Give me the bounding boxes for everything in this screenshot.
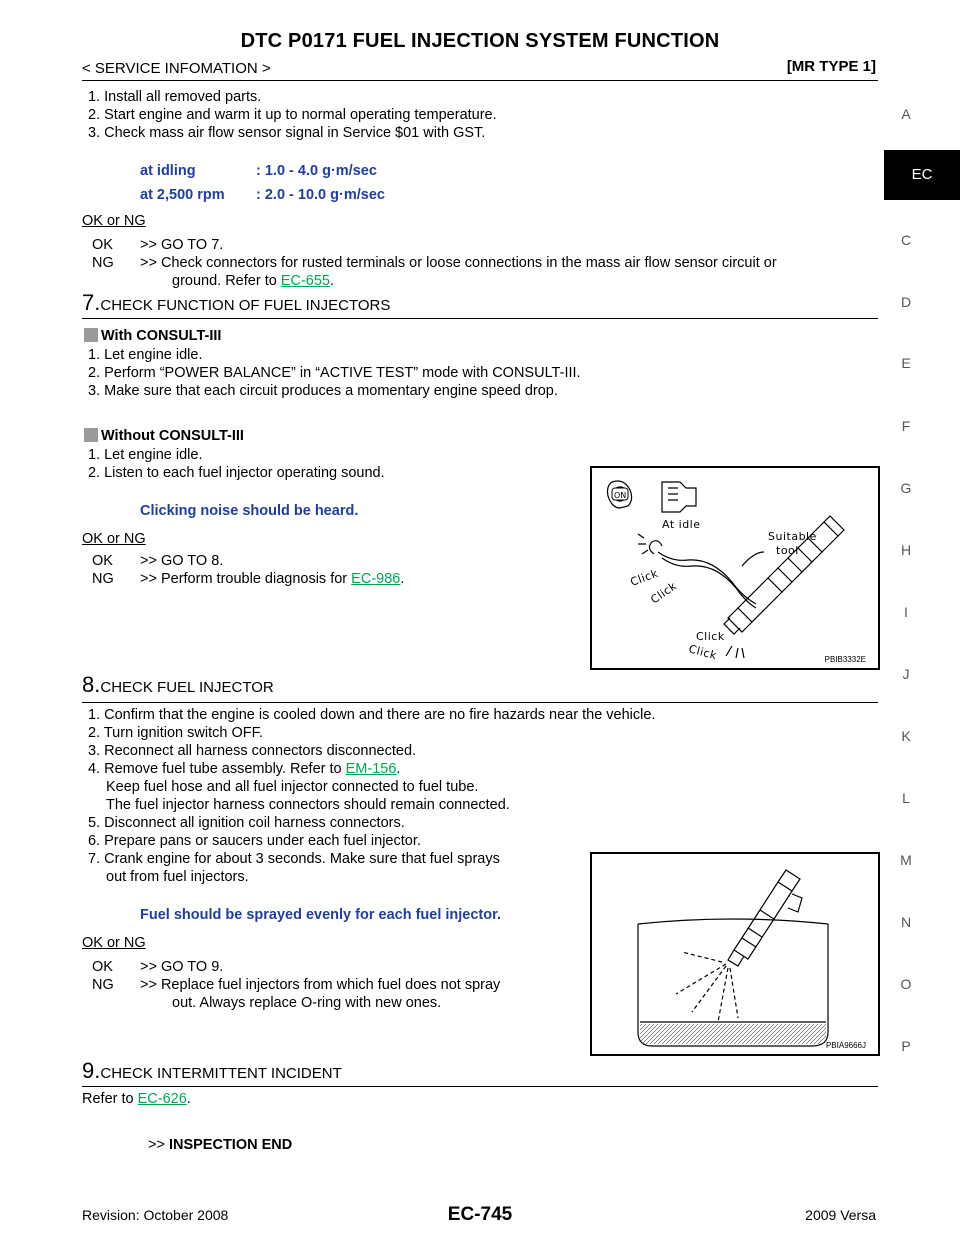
step8-line-7b: out from fuel injectors. (106, 869, 249, 885)
step7-divider (82, 318, 878, 319)
ng-label: NG (92, 255, 114, 271)
with-consult-label: With CONSULT-III (101, 328, 222, 344)
step9-divider (82, 1086, 878, 1087)
tab-letter-g[interactable]: G (900, 480, 912, 496)
step8-line-7: 7. Crank engine for about 3 seconds. Make sure that fuel sprays (88, 851, 500, 867)
step8-line-2: 2. Turn ignition switch OFF. (88, 725, 263, 741)
with-consult-icon (84, 328, 98, 342)
ok-text: >> GO TO 7. (140, 237, 224, 253)
step6-line-1: 1. Install all removed parts. (88, 89, 262, 105)
step8-number: 8. (82, 672, 101, 697)
fuel-spray-illustration (592, 854, 878, 1054)
clicking-spec: Clicking noise should be heard. (140, 503, 359, 519)
footer-page-number: EC-745 (447, 1204, 513, 1225)
step7-with-line-2: 2. Perform “POWER BALANCE” in “ACTIVE TEST” mode with CONSULT-III. (88, 365, 581, 381)
step8-sub-line-1: Keep fuel hose and all fuel injector connected to fuel tube. (106, 779, 479, 795)
step7-ng-text: >> Perform trouble diagnosis for EC-986. (140, 571, 405, 587)
step6-line-3: 3. Check mass air flow sensor signal in Service $01 with GST. (88, 125, 486, 141)
tab-letter-a[interactable]: A (901, 106, 911, 122)
tab-letter-f[interactable]: F (901, 418, 911, 434)
ok-label: OK (92, 237, 113, 253)
step8-heading (82, 672, 274, 698)
spec-rpm-label: at 2,500 rpm (140, 187, 225, 203)
link-ec-986[interactable]: EC-986 (351, 571, 401, 587)
link-em-156[interactable]: EM-156 (345, 761, 397, 777)
step7-number: 7. (82, 290, 101, 315)
tab-letter-n[interactable]: N (900, 914, 912, 930)
step8-title: CHECK FUEL INJECTOR (100, 679, 274, 696)
inspection-end-arrow: >> (148, 1137, 165, 1153)
step8-ng-text: >> Replace fuel injectors from which fuel does not spray (140, 977, 501, 993)
footer-model: 2009 Versa (805, 1207, 876, 1223)
step7-title: CHECK FUNCTION OF FUEL INJECTORS (100, 297, 391, 314)
tab-letter-l[interactable]: L (902, 790, 910, 806)
fig1-click-1: Click (628, 566, 661, 589)
without-consult-label: Without CONSULT-III (101, 428, 244, 444)
step8-ok-or-ng: OK or NG (82, 935, 146, 951)
fig1-click-4: Click (687, 642, 719, 663)
fig1-click-2: Click (648, 579, 680, 607)
step6-line-2: 2. Start engine and warm it up to normal operating temperature. (88, 107, 497, 123)
without-consult-icon (84, 428, 98, 442)
ok-or-ng-label: OK or NG (82, 213, 146, 229)
page-title: DTC P0171 FUEL INJECTION SYSTEM FUNCTION (240, 30, 720, 52)
with-consult-heading (84, 328, 221, 344)
step9-heading (82, 1058, 342, 1084)
fig1-suitable: Suitable (768, 530, 817, 543)
ng-text: >> Check connectors for rusted terminals or loose connections in the mass air flow sensor circuit or (140, 255, 777, 271)
fig1-tool: tool (776, 544, 799, 557)
tab-letter-o[interactable]: O (900, 976, 912, 992)
injector-click-illustration (592, 468, 878, 668)
step8-ng-label: NG (92, 977, 114, 993)
spec-idle-value: : 1.0 - 4.0 g·m/sec (256, 163, 377, 179)
spec-idle-label: at idling (140, 163, 196, 179)
tab-letter-k[interactable]: K (901, 728, 911, 744)
fig1-on-label: ON (614, 491, 627, 500)
step7-ok-label: OK (92, 553, 113, 569)
step7-without-line-2: 2. Listen to each fuel injector operating sound. (88, 465, 385, 481)
step7-ng-refer: >> Perform trouble diagnosis for (140, 571, 348, 587)
step8-sub-line-2: The fuel injector harness connectors should remain connected. (106, 797, 510, 813)
ng-refer-text: ground. Refer to (172, 273, 277, 289)
step9-refer-text: Refer to (82, 1091, 134, 1107)
header-divider (82, 80, 878, 81)
step8-line-6: 6. Prepare pans or saucers under each fuel injector. (88, 833, 421, 849)
step9-number: 9. (82, 1058, 101, 1083)
ng-text-2: ground. Refer to EC-655. (172, 273, 335, 289)
tab-letter-m[interactable]: M (900, 852, 912, 868)
step8-line-4: 4. Remove fuel tube assembly. Refer to EM-156. (88, 761, 401, 777)
step7-ng-label: NG (92, 571, 114, 587)
step7-without-line-1: 1. Let engine idle. (88, 447, 203, 463)
without-consult-heading (84, 428, 244, 444)
step7-heading (82, 290, 390, 316)
fig1-click-3: Click (696, 630, 725, 643)
tab-letter-c[interactable]: C (900, 232, 912, 248)
step7-with-line-3: 3. Make sure that each circuit produces a momentary engine speed drop. (88, 383, 558, 399)
step8-line-1: 1. Confirm that the engine is cooled down and there are no fire hazards near the vehicle. (88, 707, 656, 723)
step8-line-5: 5. Disconnect all ignition coil harness connectors. (88, 815, 405, 831)
tab-ec[interactable]: EC (884, 150, 960, 200)
step8-divider (82, 702, 878, 703)
footer-revision: Revision: October 2008 (82, 1207, 229, 1223)
inspection-end-text: INSPECTION END (168, 1137, 293, 1153)
fuel-spray-spec: Fuel should be sprayed evenly for each fuel injector. (140, 907, 501, 923)
inspection-end (148, 1136, 292, 1154)
step7-ok-or-ng: OK or NG (82, 531, 146, 547)
tab-letter-d[interactable]: D (900, 294, 912, 310)
step7-ok-text: >> GO TO 8. (140, 553, 224, 569)
section-label: < SERVICE INFOMATION > (82, 60, 271, 77)
link-ec-655[interactable]: EC-655 (280, 273, 330, 289)
step8-ng-text-2: out. Always replace O-ring with new ones. (172, 995, 442, 1011)
model-type-label: [MR TYPE 1] (786, 58, 876, 75)
step8-ok-text: >> GO TO 9. (140, 959, 224, 975)
figure-fuel-spray (590, 852, 880, 1056)
spec-rpm-value: : 2.0 - 10.0 g·m/sec (256, 187, 385, 203)
step8-line-3: 3. Reconnect all harness connectors disconnected. (88, 743, 417, 759)
tab-letter-e[interactable]: E (901, 355, 911, 371)
link-ec-626[interactable]: EC-626 (137, 1091, 187, 1107)
step7-with-line-1: 1. Let engine idle. (88, 347, 203, 363)
step8-line-4-text: 4. Remove fuel tube assembly. Refer to (88, 761, 342, 777)
fig1-at-idle: At idle (662, 518, 701, 531)
fig2-code: PBIA9666J (825, 1041, 866, 1050)
tab-letter-i[interactable]: I (904, 604, 908, 620)
fig1-code: PBIB3332E (824, 655, 866, 664)
step8-ok-label: OK (92, 959, 113, 975)
tab-letter-h[interactable]: H (900, 542, 912, 558)
tab-letter-p[interactable]: P (901, 1038, 911, 1054)
figure-injector-click (590, 466, 880, 670)
step9-title: CHECK INTERMITTENT INCIDENT (100, 1065, 342, 1082)
tab-letter-j[interactable]: J (902, 666, 910, 682)
step9-refer: Refer to EC-626. (82, 1091, 191, 1107)
